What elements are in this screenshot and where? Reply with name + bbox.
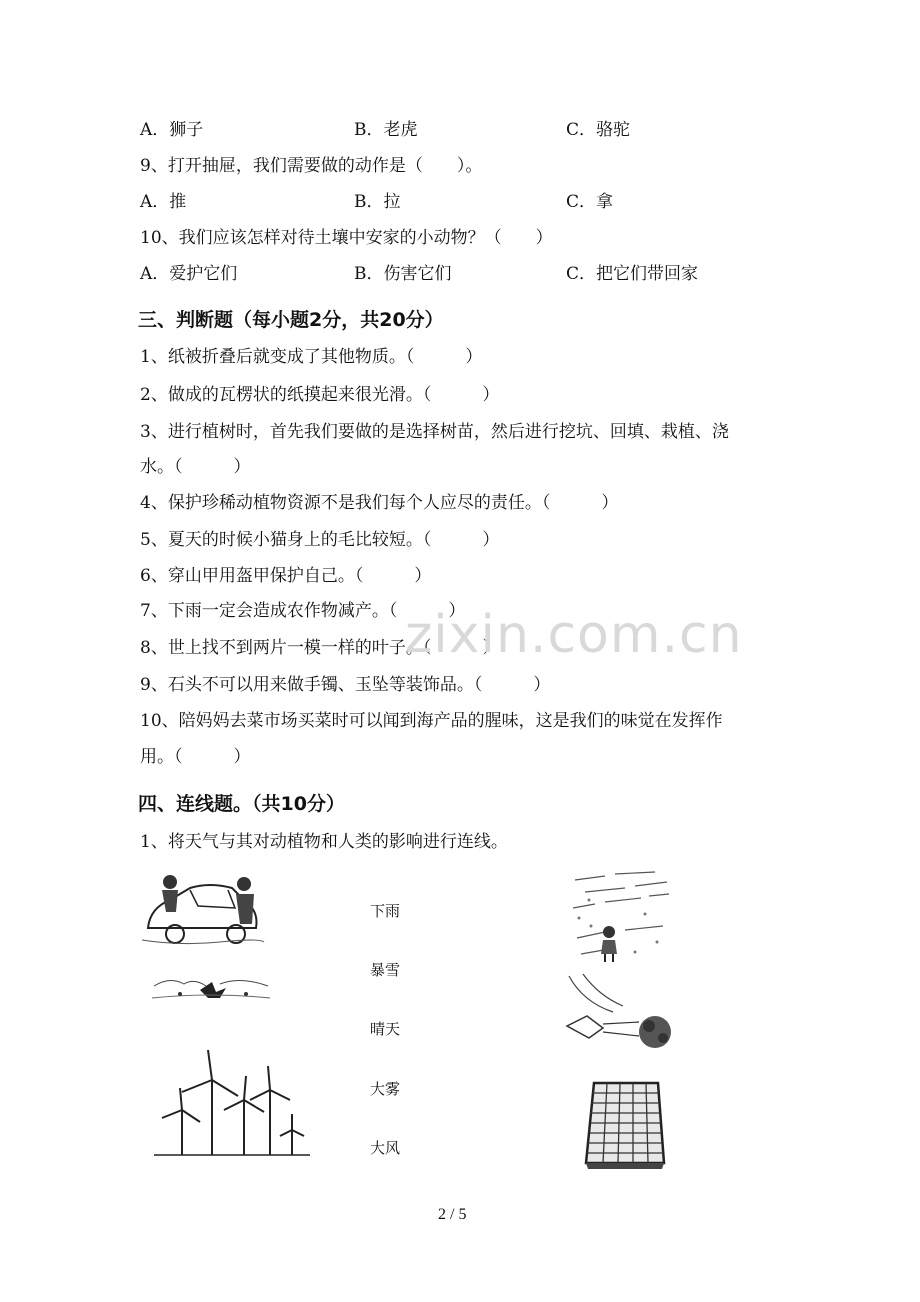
sun-rays-plant-illustration [563,972,681,1056]
judge-item-10-cont: 用。（ ） [140,747,251,767]
judge-item-3-cont: 水。（ ） [140,457,251,477]
weather-word-fog: 大雾 [370,1080,401,1098]
judge-item-2: 2、做成的瓦楞状的纸摸起来很光滑。（ ） [140,385,500,405]
q10-option-a: A．爱护它们 [140,264,238,284]
judge-item-1: 1、纸被折叠后就变成了其他物质。（ ） [140,347,483,367]
judge-item-5: 5、夏天的时候小猫身上的毛比较短。（ ） [140,530,500,550]
bird-on-ground-illustration [150,968,272,1008]
judge-item-9: 9、石头不可以用来做手镯、玉坠等装饰品。（ ） [140,675,551,695]
judge-item-6: 6、穿山甲用盔甲保护自己。（ ） [140,566,432,586]
q8-option-c: C．骆驼 [566,120,631,140]
q10-option-c: C．把它们带回家 [566,264,699,284]
q9-option-c: C．拿 [566,192,614,212]
judge-item-3: 3、进行植树时，首先我们要做的是选择树苗，然后进行挖坑、回填、栽植、浇 [140,422,729,442]
section3-heading: 三、判断题（每小题2分，共20分） [138,309,444,331]
q8-option-a: A．狮子 [140,120,204,140]
judge-item-10: 10、陪妈妈去菜市场买菜时可以闻到海产品的腥味，这是我们的味觉在发挥作 [140,711,723,731]
snowstorm-child-illustration [565,868,675,966]
weather-word-rain: 下雨 [370,902,401,920]
q9-text: 9、打开抽屉，我们需要做的动作是（ ）。 [140,156,483,176]
car-in-fog-illustration [140,868,265,948]
page-number: 2 / 5 [438,1206,467,1223]
q9-option-b: B．拉 [354,192,401,212]
judge-item-4: 4、保护珍稀动植物资源不是我们每个人应尽的责任。（ ） [140,493,619,513]
q9-option-a: A．推 [140,192,187,212]
watermark: zixin.com.cn [405,605,743,665]
q10-option-b: B．伤害它们 [354,264,452,284]
q8-option-b: B．老虎 [354,120,418,140]
q10-text: 10、我们应该怎样对待土壤中安家的小动物？（ ） [140,228,553,248]
weather-word-blizzard: 暴雪 [370,961,401,979]
section4-heading: 四、连线题。（共10分） [138,793,345,815]
matching-question: 1、将天气与其对动植物和人类的影响进行连线。 [140,832,508,852]
judge-item-7: 7、下雨一定会造成农作物减产。（ ） [140,601,466,621]
weather-word-sunny: 晴天 [370,1020,401,1038]
wind-turbines-illustration [152,1040,312,1160]
weather-word-wind: 大风 [370,1139,401,1157]
solar-panel-illustration [580,1075,670,1171]
judge-item-8: 8、世上找不到两片一模一样的叶子。（ ） [140,638,500,658]
